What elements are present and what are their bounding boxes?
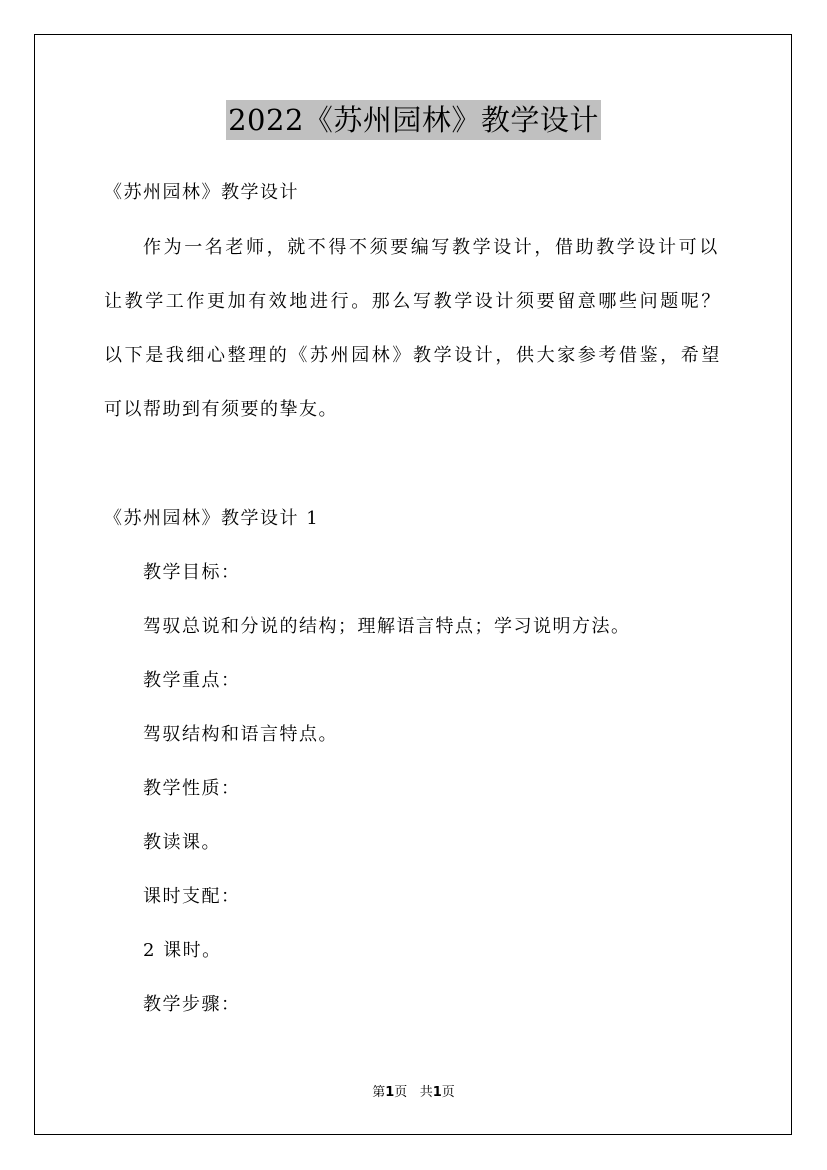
document-subtitle: 《苏州园林》教学设计 — [104, 182, 299, 203]
item-key-points: 驾驭结构和语言特点。 — [143, 724, 338, 745]
item-lesson-type: 教读课。 — [143, 832, 221, 853]
footer-total-pages: 1 — [432, 1085, 442, 1100]
footer-total-prefix: 共 — [419, 1085, 433, 1100]
section-heading: 《苏州园林》教学设计 1 — [104, 508, 320, 529]
footer-page-number: 1 — [385, 1085, 395, 1100]
intro-line-1: 作为一名老师，就不得不须要编写教学设计，借助教学设计可以 — [143, 237, 720, 258]
item-teaching-goals-label: 教学目标： — [143, 562, 241, 583]
footer-page-prefix: 第 — [372, 1085, 386, 1100]
item-key-points-label: 教学重点： — [143, 670, 241, 691]
intro-line-2: 让教学工作更加有效地进行。那么写教学设计须要留意哪些问题呢？ — [104, 291, 722, 312]
item-lesson-type-label: 教学性质： — [143, 778, 241, 799]
document-title: 2022《苏州园林》教学设计 — [226, 100, 601, 140]
intro-line-4: 可以帮助到有须要的挚友。 — [104, 399, 338, 420]
page-footer — [0, 1084, 827, 1102]
item-class-hours: 2 课时。 — [143, 940, 222, 961]
item-teaching-goals: 驾驭总说和分说的结构；理解语言特点；学习说明方法。 — [143, 616, 631, 637]
footer-page-suffix: 页 — [394, 1085, 408, 1100]
item-teaching-steps-label: 教学步骤： — [143, 994, 241, 1015]
intro-line-3: 以下是我细心整理的《苏州园林》教学设计，供大家参考借鉴，希望 — [104, 345, 722, 366]
footer-total-suffix: 页 — [441, 1085, 455, 1100]
title-container — [0, 100, 827, 140]
item-class-hours-label: 课时支配： — [143, 886, 241, 907]
